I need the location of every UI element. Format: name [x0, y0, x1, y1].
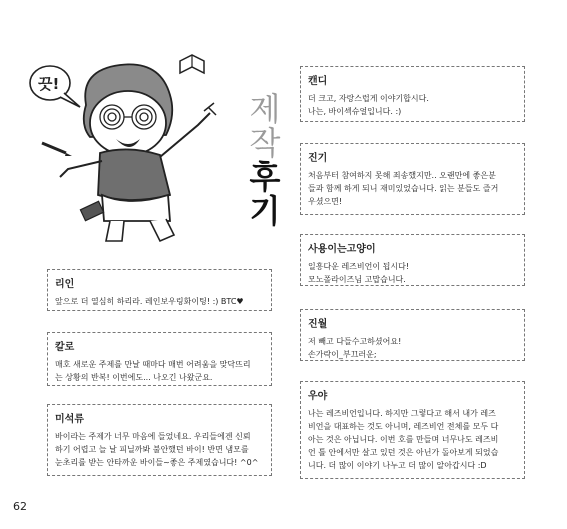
review-text: 저 빼고 다들수고하셨어요! 손가락이_부끄러운;: [308, 337, 402, 359]
reviewer-name: 진월: [308, 319, 328, 330]
review-text: 매호 새로운 주제를 만날 때마다 매번 어려움을 맞닥뜨리 는 상황의 반복! 이번에도... 나오긴 나왔군요.: [55, 360, 251, 382]
title-char: 후: [249, 158, 281, 196]
reviewer-name: 진기: [308, 153, 328, 164]
review-card-miseokryu: [47, 404, 272, 476]
reviewer-name: 캔디: [308, 76, 328, 87]
review-card-kalo: [47, 332, 272, 386]
title-char: 작: [249, 124, 281, 162]
page-title: [248, 92, 282, 228]
title-char: 제: [249, 90, 281, 128]
review-card-jingi: [300, 143, 525, 215]
title-char: 기: [249, 192, 281, 230]
reviewer-name: 칼로: [55, 342, 75, 353]
book-icon: [80, 201, 103, 220]
review-text: 바이라는 주제가 너무 마음에 들었네요. 우리들에겐 신뢰 하기 어렵고 늘 날 피닐까봐 불안했던 바이! 반면 냄모를 눈초리를 받는 안타까운 바이들~좋은 주제였습니다! ^0^: [55, 432, 259, 467]
review-text: 처음부터 참여하지 못해 죄송했지만.. 오랜만에 좋은분 들과 함께 하게 되니 재미있었습니다. 읽는 분들도 즐거 우셨으면!: [308, 171, 499, 206]
speech-bubble-text: 끗!: [38, 75, 60, 93]
review-card-uya: [300, 381, 525, 479]
cartoon-illustration: [20, 45, 240, 255]
review-text: 더 크고, 자랑스럽게 이야기합시다. 나는, 바이섹슈얼입니다. :): [308, 94, 429, 116]
review-card-candy: [300, 66, 525, 122]
page-number: 62: [13, 500, 27, 513]
reviewer-name: 우야: [308, 391, 328, 402]
reviewer-name: 리인: [55, 279, 75, 290]
review-card-jinwol: [300, 309, 525, 361]
reviewer-name: 사용이는고양이: [308, 244, 376, 255]
review-text: 나는 레즈비언입니다. 하지만 그렇다고 해서 내가 레즈 비언을 대표하는 것도 아니며, 레즈비언 전체를 모두 다 아는 것은 아닙니다. 이번 호를 만들며 너무나도 레즈비 언 틀 안에서만 살고 있던 것은 아닌가 돌아보게 되었습 니다. 더 많이 이야기 나누고 더 많이 알아갑시다 :D: [308, 409, 499, 470]
speech-bubble: [30, 66, 80, 107]
review-card-cat: [300, 234, 525, 286]
pencil-icon: [42, 143, 72, 156]
review-text: 일흥다운 레즈비언이 됩시다! 모노폴라이즈님 고맙습니다.: [308, 262, 410, 284]
book-icon: [180, 55, 204, 73]
review-card-riin: [47, 269, 272, 311]
reviewer-name: 미석류: [55, 414, 84, 425]
review-text: 앞으로 더 열심히 하리라. 레인보우링화이팅! :) BTC♥: [55, 297, 244, 306]
